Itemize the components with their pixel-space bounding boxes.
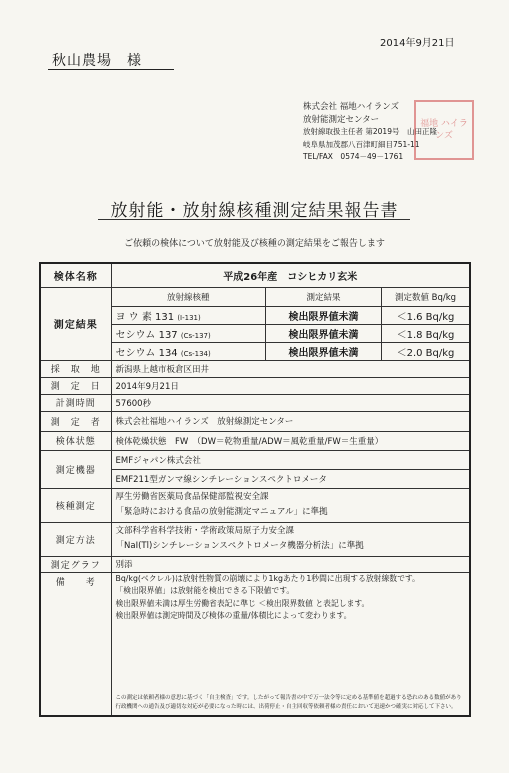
table-row bbox=[112, 324, 470, 342]
nuclide-name: セシウム 137 bbox=[115, 329, 178, 341]
value-cell: ＜1.8 Bq/kg bbox=[382, 324, 470, 342]
nuclide-cell bbox=[112, 306, 266, 324]
table-row bbox=[40, 287, 470, 360]
remark-line: 「検出限界値」は放射能を検出できる下限値です。 bbox=[115, 586, 295, 595]
nuclide-cell bbox=[112, 324, 266, 342]
table-row bbox=[40, 411, 470, 431]
results-header-row bbox=[112, 288, 470, 307]
title-underline bbox=[98, 219, 410, 220]
calibration-label: 核種測定 bbox=[40, 488, 111, 522]
table-row bbox=[40, 394, 470, 411]
table-row bbox=[112, 342, 470, 360]
table-row bbox=[40, 572, 470, 626]
recipient-underline bbox=[48, 69, 174, 70]
graph-value: 別添 bbox=[111, 556, 470, 572]
nuclide-cell bbox=[112, 342, 266, 360]
location-value: 新潟県上越市板倉区田井 bbox=[111, 360, 470, 377]
issuer-chief: 放射線取扱主任者 第2019号 山田正隆 bbox=[303, 127, 437, 136]
table-row bbox=[40, 556, 470, 572]
issuer-address: 岐阜県加茂郡八百津町細目751-11 bbox=[303, 139, 420, 149]
table-row bbox=[40, 450, 470, 469]
nuclide-code: (Cs-137) bbox=[180, 331, 211, 340]
issuer-tel: TEL/FAX 0574－49－1761 bbox=[303, 152, 404, 161]
result-cell: 検出限界値未満 bbox=[266, 306, 382, 324]
device-model: EMF211型ガンマ線シンチレーションスペクトロメータ bbox=[111, 469, 470, 488]
result-label: 測定結果 bbox=[40, 287, 111, 360]
calibration-manual: 「緊急時における食品の放射能測定マニュアル」に準拠 bbox=[115, 507, 328, 517]
table-row bbox=[40, 360, 470, 377]
method-authority: 文部科学省科学技術・学術政策局原子力安全課 bbox=[115, 526, 295, 536]
method-cell bbox=[111, 522, 470, 556]
table-row bbox=[40, 488, 470, 522]
header-nuclide: 放射線核種 bbox=[112, 288, 266, 307]
nuclide-code: (Cs-134) bbox=[180, 349, 211, 358]
sample-state-value: 検体乾燥状態 FW （DW＝乾物重量/ADW＝風乾重量/FW＝生重量） bbox=[111, 431, 470, 450]
header-result: 測定結果 bbox=[266, 288, 382, 307]
recipient-name: 秋山農場 様 bbox=[52, 53, 142, 69]
measure-date-label: 測 定 日 bbox=[40, 377, 111, 394]
nuclide-code: (I-131) bbox=[177, 313, 201, 322]
method-label: 測定方法 bbox=[40, 522, 111, 556]
calibration-authority: 厚生労働省医薬局食品保健部監視安全課 bbox=[115, 492, 269, 502]
report-date: 2014年9月21日 bbox=[380, 38, 455, 49]
report-title: 放射能・放射線核種測定結果報告書 bbox=[110, 201, 399, 221]
nuclide-name: ヨ ウ 素 131 bbox=[115, 311, 175, 323]
graph-label: 測定グラフ bbox=[40, 556, 111, 572]
results-cell bbox=[111, 287, 470, 360]
device-maker: EMFジャパン株式会社 bbox=[111, 450, 470, 469]
disclaimer-footnote: この測定は依頼者様の意思に基づく「自主検査」です。したがって報告書の中で万一法令等に定める基準値を超過する恐れのある数値があり行政機関への通告及び適切な対応が必要になった時には、出荷停止・自主回収等依頼者様の責任において迅速かつ確実に対応して下さい。 bbox=[111, 626, 470, 716]
header-value: 測定数値 Bq/kg bbox=[382, 288, 470, 307]
result-cell: 検出限界値未満 bbox=[266, 324, 382, 342]
remarks-cell bbox=[111, 572, 470, 626]
measure-date-value: 2014年9月21日 bbox=[111, 377, 470, 394]
measure-time-value: 57600秒 bbox=[111, 394, 470, 411]
measurer-label: 測 定 者 bbox=[40, 411, 111, 431]
sample-name: 平成26年産 コシヒカリ玄米 bbox=[111, 263, 470, 287]
sample-state-label: 検体状態 bbox=[40, 431, 111, 450]
method-standard: 「NaI(Tl)シンチレーションスペクトロメータ機器分析法」に準拠 bbox=[115, 541, 364, 551]
table-row bbox=[40, 377, 470, 394]
result-cell: 検出限界値未満 bbox=[266, 342, 382, 360]
value-cell: ＜2.0 Bq/kg bbox=[382, 342, 470, 360]
table-row bbox=[40, 263, 470, 287]
intro-text: ご依頼の検体について放射能及び核種の測定結果をご報告します bbox=[124, 239, 385, 249]
location-label: 採 取 地 bbox=[40, 360, 111, 377]
measure-time-label: 計測時間 bbox=[40, 394, 111, 411]
nuclide-name: セシウム 134 bbox=[115, 347, 178, 359]
device-label: 測定機器 bbox=[40, 450, 111, 488]
table-row bbox=[40, 431, 470, 450]
table-row bbox=[40, 522, 470, 556]
company-seal-stamp: 福地 ハイランズ bbox=[414, 100, 474, 160]
calibration-cell bbox=[111, 488, 470, 522]
table-row bbox=[112, 306, 470, 324]
remark-line: Bq/kg(ベクレル)は放射性物質の崩壊により1kgあたり1秒間に出現する放射線数です。 bbox=[115, 573, 420, 583]
measurer-value: 株式会社福地ハイランズ 放射線測定センター bbox=[111, 411, 470, 431]
remark-line: 検出限界値は測定時間及び検体の重量/体積比によって変わります。 bbox=[115, 611, 352, 620]
value-cell: ＜1.6 Bq/kg bbox=[382, 306, 470, 324]
remarks-label: 備 考 bbox=[40, 572, 111, 716]
results-table bbox=[112, 288, 470, 360]
issuer-company: 株式会社 福地ハイランズ bbox=[303, 102, 399, 112]
sample-label: 検体名称 bbox=[40, 263, 111, 287]
issuer-department: 放射能測定センター bbox=[303, 114, 380, 125]
report-table bbox=[39, 262, 471, 717]
remark-line: 検出限界値未満は厚生労働省表記に準じ ＜検出限界数値 と表記します。 bbox=[115, 598, 370, 608]
